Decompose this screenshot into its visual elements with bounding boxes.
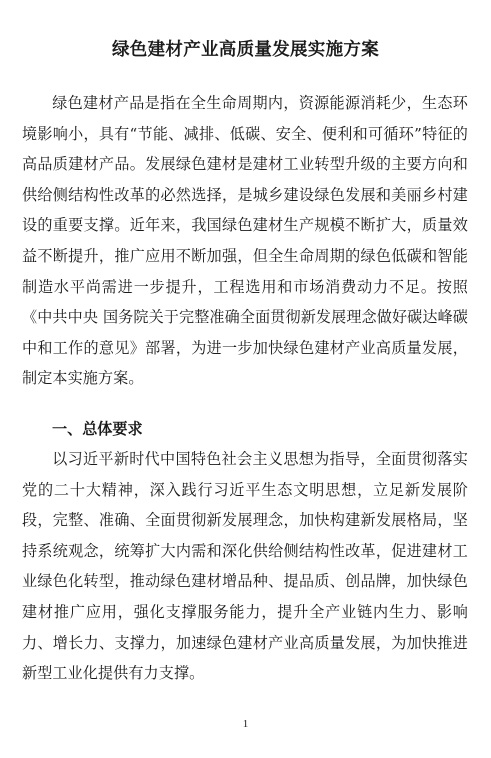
section-heading: 一、总体要求 bbox=[52, 420, 143, 438]
document-title: 绿色建材产业高质量发展实施方案 bbox=[112, 40, 379, 60]
intro-paragraph: 绿色建材产品是指在全生命周期内，资源能源消耗少，生态环境影响小，具有“节能、减排、低碳、安全、便利和可循环”特征的高品质建材产品。发展绿色建材是建材工业转型升级的主要方向和供给侧结构性改革的必然选择，是城乡建设绿色发展和美丽乡村建设的重要支撑。近年来，我国绿色建材生产规模不断扩大，质量效益不断提升，推广应用不断加强，但全生命周期的绿色低碳和智能制造水平尚需进一步提升，工程选用和市场消费动力不足。按照《中共中央 国务院关于完整准确全面贯彻新发展理念做好碳达峰碳中和工作的意见》部署，为进一步加快绿色建材产业高质量发展，制定本实施方案。 bbox=[22, 94, 468, 388]
page-number: 1 bbox=[242, 718, 249, 730]
section-paragraph: 以习近平新时代中国特色社会主义思想为指导，全面贯彻落实党的二十大精神，深入践行习近平生态文明思想，立足新发展阶段，完整、准确、全面贯彻新发展理念，加快构建新发展格局，坚持系统观念，统筹扩大内需和深化供给侧结构性改革，促进建材工业绿色化转型，推动绿色建材增品种、提品质、创品牌，加快绿色建材推广应用，强化支撑服务能力，提升全产业链内生力、影响力、增长力、支撑力，加速绿色建材产业高质量发展，为加快推进新型工业化提供有力支撑。 bbox=[22, 450, 468, 683]
